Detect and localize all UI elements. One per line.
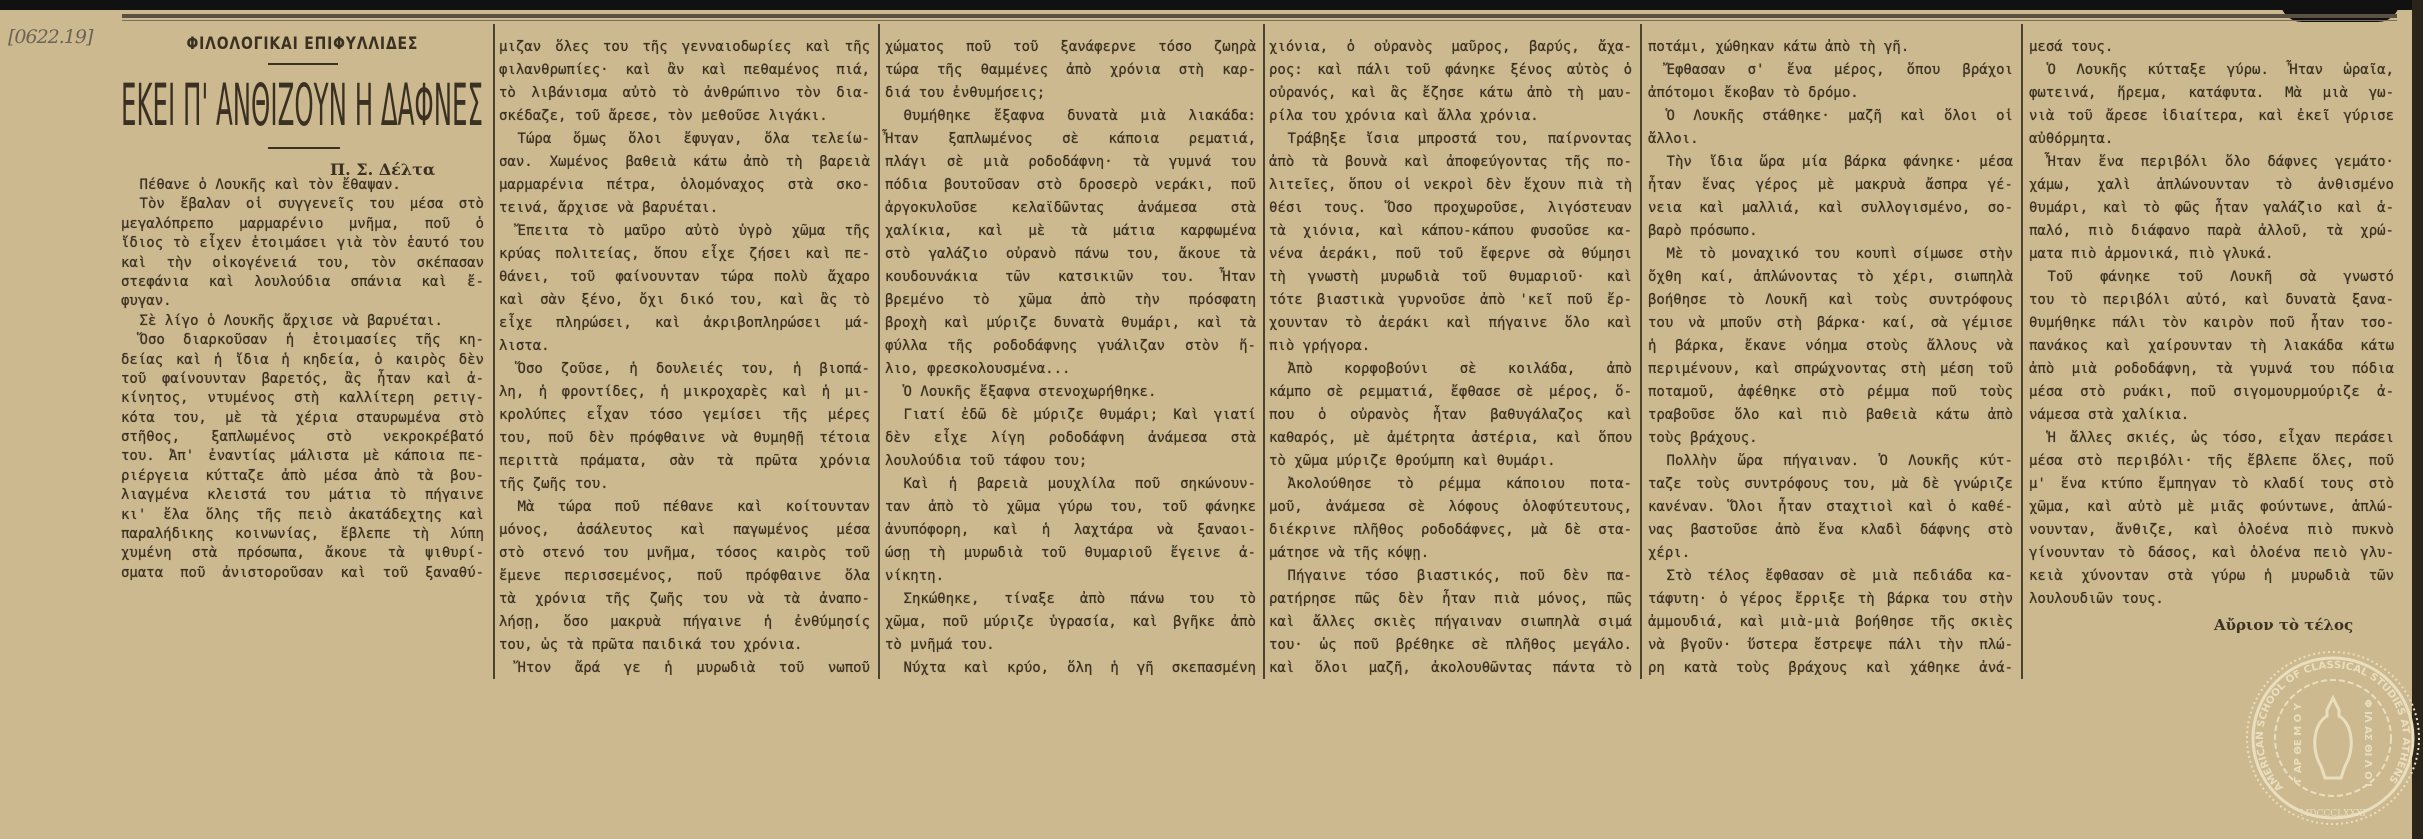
text-line: Ὅσο ζοῦσε, ἡ δουλειές του, ἡ βιοπά- <box>517 361 870 377</box>
text-line: μιζαν ὅλες του τῆς γενναιοδωρίες καὶ τῆς <box>499 39 870 55</box>
text-line: ριέργεια κύτταζε ἀπὸ μέσα ἀπὸ τὰ βου- <box>121 467 484 484</box>
paragraph <box>885 36 1257 105</box>
text-line: στὸ στενό του μνῆμα, τόσος καιρὸς τοῦ <box>499 545 870 561</box>
text-line: ἀπὸ τὰ βουνὰ καὶ ἀποφεύγοντας τῆς πο- <box>1269 154 1632 170</box>
text-line: τὸ μνῆμά του. <box>885 637 995 653</box>
paragraph <box>1648 565 2014 680</box>
text-line: στεφάνια καὶ λουλούδια σπάνια καὶ ἔ- <box>121 273 484 290</box>
text-line: περιμένουν, καὶ σπρώχνοντας στὴ μέση τοῦ <box>1648 361 2013 377</box>
article-author: Π. Σ. Δέλτα <box>330 160 436 179</box>
text-line: μεσά τους. <box>2029 39 2114 55</box>
text-line: χῶμα, ποῦ μύριζε ὑγρασία, καὶ βγῆκε ἀπὸ <box>885 614 1256 630</box>
text-line: Ὅσο διαρκοῦσαν ἡ ἑτοιμασίες τῆς κη- <box>139 332 484 349</box>
paragraph <box>1648 36 2014 59</box>
text-line: τὰ χρόνια τῆς ζωῆς του νὰ τὰ ἀναπο- <box>499 591 870 607</box>
text-line: χιόνια, ὁ οὐρανὸς μαῦρος, βαρύς, ἄχα- <box>1269 39 1632 55</box>
text-line: μαρμαρένια πέτρα, ὁλομόναχος στὰ σκο- <box>499 177 870 193</box>
text-column-2 <box>499 36 871 680</box>
text-line: Θυμήθηκε ἔξαφνα δυνατὰ μιὰ λιακάδα: <box>903 108 1256 124</box>
text-line: φιλανθρωπίες· καὶ ἂν καὶ πεθαμένος πιά, <box>499 62 870 78</box>
paragraph <box>1269 36 1633 128</box>
text-line: ἀργοκυλοῦσε κελαϊδῶντας ἀνάμεσα στὰ <box>885 200 1256 216</box>
masthead-rule <box>122 14 2397 18</box>
text-line: κότα του, μὲ τὰ χέρια σταυρωμένα στὸ <box>121 409 484 426</box>
text-line: του, ὡς τὰ πρῶτα παιδικά του χρόνια. <box>499 637 803 653</box>
text-line: νας βαστοῦσε ἀπὸ ἕνα κλαδὶ δάφνης στὸ <box>1648 522 2013 538</box>
text-line: ποταμοῦ, ἀφέθηκε στὸ ρέμμα ποῦ τοὺς <box>1648 384 2013 400</box>
text-column-3 <box>885 36 1257 680</box>
text-line: τεινά, ἄρχισε νὰ βαρυέται. <box>499 200 719 216</box>
column-divider <box>1640 24 1642 679</box>
text-line: Τράβηξε ἴσια μπροστά του, παίρνοντας <box>1287 131 1632 147</box>
column-divider <box>878 24 880 679</box>
text-line: ἀπότομοι ἔκοβαν τὸ δρόμο. <box>1648 85 1859 101</box>
text-line: πλάγι σὲ μιὰ ροδοδάφνη· τὰ γυμνά του <box>885 154 1256 170</box>
text-line: μέσα στὸ ρυάκι, ποῦ σιγομουρμούριζε ἀ- <box>2029 384 2394 400</box>
scan-top-edge <box>0 0 2423 10</box>
text-line: Ἔπειτα τὸ μαῦρο αὐτὸ ὑγρὸ χῶμα τῆς <box>517 223 870 239</box>
text-line: του τὸ περιβόλι αὐτό, καὶ δυνατὰ ξανα- <box>2029 292 2394 308</box>
text-line: πόδια βουτοῦσαν στὸ δροσερὸ νεράκι, ποῦ <box>885 177 1256 193</box>
seal-year: MDCCCLXXXI <box>2300 809 2366 819</box>
text-line: βρεμένο τὸ χῶμα ἀπὸ τὴν πρόσφατη <box>885 292 1256 308</box>
text-line: Καὶ ἡ βαρειὰ μουχλίλα ποῦ σηκώνουν- <box>903 476 1256 492</box>
paragraph <box>121 176 485 195</box>
seal-left-letters: Γ ΑΡ ΘΕ Μ Ο Υ <box>2293 703 2304 783</box>
text-line: διέκρινε πλῆθος ροδοδάφνες, μὰ δὲ στα- <box>1269 522 1632 538</box>
text-line: Τὴν ἴδια ὥρα μία βάρκα φάνηκε· μέσα <box>1666 154 2013 170</box>
text-line: κειὰ χύνονταν στὰ γύρω ἡ μυρωδιὰ τῶν <box>2029 568 2394 584</box>
text-line: φυγαν. <box>121 293 172 310</box>
paragraph <box>885 381 1257 404</box>
text-line: μοῦ, ἀνάμεσα σὲ λόφους ὁλοφύτευτους, <box>1269 499 1632 515</box>
text-line: ρος: καὶ πάλι τοῦ φάνηκε ξένος αὐτὸς ὁ <box>1269 62 1632 78</box>
paragraph <box>499 128 871 220</box>
archive-handwritten-note: [0622.19] <box>8 26 93 48</box>
text-line: χουνταν τὸ ἀεράκι καὶ πήγαινε ὅλο καὶ <box>1269 315 1632 331</box>
paragraph <box>885 588 1257 657</box>
paragraph <box>121 312 485 331</box>
text-line: τὰ χιόνια, καὶ κάπου-κάπου φυσοῦσε κα- <box>1269 223 1632 239</box>
text-line: πιὸ γρήγορα. <box>1269 338 1371 354</box>
text-line: Νύχτα καὶ κρύο, ὅλη ἡ γῆ σκεπασμένη <box>903 660 1256 676</box>
text-line: νένα ἀεράκι, ποῦ τοῦ ἔφερνε σὰ θύμησι <box>1269 246 1632 262</box>
text-line: κουδουνάκια τῶν κατσικιῶν του. Ἦταν <box>885 269 1256 285</box>
text-line: λιαγμένα κλειστά του μάτια τὸ πήγαινε <box>121 487 484 504</box>
text-line: ποτάμι, χώθηκαν κάτω ἀπὸ τὴ γῆ. <box>1648 39 1910 55</box>
title-underline <box>268 147 340 149</box>
paragraph <box>1648 105 2014 151</box>
text-line: τὸ λιβάνισμα αὐτὸ τὸ ἀνθρώπινο τὸν δια- <box>499 85 870 101</box>
seal-outer-dots <box>2247 652 2419 824</box>
text-line: ἔμενε περισσεμένος, ποῦ πρόφθαινε ὅλα <box>499 568 870 584</box>
text-line: ἴδιος τὸ εἶχεν ἑτοιμάσει γιὰ τὸν ἑαυτό του <box>121 235 484 252</box>
paragraph <box>885 657 1257 680</box>
text-line: Πολλὴν ὥρα πήγαιναν. Ὁ Λουκῆς κύτ- <box>1666 453 2013 469</box>
text-line: καὶ ὅλοι μαζῆ, ἀκολουθῶντας πάντα τὸ <box>1269 660 1632 676</box>
text-line: Ἦταν ἕνα περιβόλι ὅλο δάφνες γεμάτο· <box>2047 154 2394 170</box>
text-line: Ἦταν ξαπλωμένος σὲ κάποια ρεματιά, <box>885 131 1256 147</box>
text-line: μόνος, ἀσάλευτος καὶ παγωμένος μέσα <box>499 522 870 538</box>
text-line: Ἀκολούθησε τὸ ρέμμα κάποιου ποτα- <box>1287 476 1632 492</box>
paragraph <box>121 331 485 583</box>
text-line: φύλλα τῆς ροδοδάφνης γυάλιζαν στὸν ἥ- <box>885 338 1256 354</box>
paragraph <box>2029 427 2395 611</box>
paragraph <box>1269 565 1633 680</box>
text-line: Πέθανε ὁ Λουκῆς καὶ τὸν ἔθαψαν. <box>139 177 401 193</box>
paragraph <box>1269 128 1633 358</box>
text-line: τότε βιαστικὰ γυρνοῦσε ἀπὸ 'κεῖ ποῦ ἔρ- <box>1269 292 1632 308</box>
scan-top-edge-notch <box>2280 0 2400 22</box>
text-line: νίκητη. <box>885 568 945 584</box>
text-line: Τὸν ἔβαλαν οἱ συγγενεῖς του μέσα στὸ <box>139 196 484 213</box>
text-line: μάτησε νὰ τῆς κόψῃ. <box>1269 545 1430 561</box>
paragraph <box>2029 266 2395 427</box>
text-line: ρη κατὰ τοὺς βράχους καὶ χάθηκε ἀνά- <box>1648 660 2013 676</box>
text-line: λουλούδια τοῦ τάφου του; <box>885 453 1088 469</box>
text-line: σκέδαζε, τοῦ ἄρεσε, τὸν μεθοῦσε λιγάκι. <box>499 108 828 124</box>
text-line: καὶ τὴν οἰκογένειά του, τὸν σκέπασαν <box>121 254 484 271</box>
seal-outer-ring <box>2253 658 2413 818</box>
text-line: ἦταν ἕνας γέρος μὲ μακρυὰ ἄσπρα γέ- <box>1648 177 2013 193</box>
masthead-rule-thin <box>122 20 2397 21</box>
text-line: του· ὡς ποῦ βρέθηκε σὲ πλῆθος μεγάλο. <box>1269 637 1632 653</box>
paragraph <box>1648 59 2014 105</box>
text-line: Μὰ τώρα ποῦ πέθανε καὶ κοίτουνταν <box>517 499 870 515</box>
text-line: κάμπο σὲ ρεμματιά, ἔφθασε σὲ μέρος, ὅ- <box>1269 384 1632 400</box>
text-line: κανέναν. Ὅλοι ἦταν σταχτιοὶ καὶ ὁ καθέ- <box>1648 499 2013 515</box>
text-line: χώματος ποῦ τοῦ ξανάφερνε τόσο ζωηρὰ <box>885 39 1256 55</box>
text-line: ώσῃ τὴ μυρωδιὰ τοῦ θυμαριοῦ ἔγεινε ἀ- <box>885 545 1256 561</box>
text-line: ὄχθη καί, ἁπλώνοντας τὸ χέρι, σιωπηλὰ <box>1648 269 2013 285</box>
text-line: θάνει, τοῦ φαίνουνταν τώρα πολὺ ἄχαρο <box>499 269 870 285</box>
column-divider <box>493 24 495 679</box>
text-line: χάμω, χαλὶ ἁπλώνουνταν τὸ ἀνθισμένο <box>2029 177 2394 193</box>
paragraph <box>2029 36 2395 59</box>
text-line: στῆθος, ξαπλωμένος στὸ νεκροκρέβατό <box>121 429 484 446</box>
text-line: λιστα. <box>499 338 550 354</box>
text-line: νεια καὶ μαλλιά, καὶ συλλογισμένο, σο- <box>1648 200 2013 216</box>
text-column-6 <box>2029 36 2395 611</box>
seal-right-letters: Φ ΙΛ ΑΣ ΘΙ Λ Ο Ι <box>2362 699 2373 787</box>
text-line: βαρὸ πρόσωπο. <box>1648 223 1758 239</box>
text-line: που ὁ οὐρανὸς ἦταν βαθυγάλαζος καὶ <box>1269 407 1632 423</box>
seal-amphora-icon <box>2315 698 2352 778</box>
text-line: Στὸ τέλος ἔφθασαν σὲ μιὰ πεδιάδα κα- <box>1666 568 2013 584</box>
text-line: αὐθόρμητα. <box>2029 131 2114 147</box>
text-line: βροχὴ καὶ μύριζε δυνατὰ θυμάρι, καὶ τὰ <box>885 315 1256 331</box>
text-line: θυμήθηκε πάλι τὸν καιρὸν ποῦ ἦταν τσο- <box>2029 315 2394 331</box>
text-line: ἄλλοι. <box>1648 131 1699 147</box>
text-line: κίνητος, ντυμένος στὴ καλλίτερη ρετιγ- <box>121 390 484 407</box>
text-line: ρίλα του χρόνια καὶ ἄλλα χρόνια. <box>1269 108 1539 124</box>
text-line: τὴ γνωστὴ μυρωδιὰ τοῦ θυμαριοῦ· καὶ <box>1269 269 1632 285</box>
text-line: Ὁ Λουκῆς ἔξαφνα στενοχωρήθηκε. <box>903 384 1157 400</box>
text-line: λιτεῖες, ὅπου οἱ νεκροὶ δὲν ἔχουν πιὰ τὴ <box>1269 177 1632 193</box>
text-line: Ἀπὸ κορφοβούνι σὲ κοιλάδα, ἀπὸ <box>1287 361 1632 377</box>
text-line: Γιατί ἐδῶ δὲ μύριζε θυμάρι; Καὶ γιατί <box>903 407 1256 423</box>
text-line: ταν ἀπὸ τὸ χῶμα γύρω του, τοῦ φάνηκε <box>885 499 1256 515</box>
paragraph <box>499 657 871 680</box>
text-line: βοήθησε τὸ Λουκῆ καὶ τοὺς συντρόφους <box>1648 292 2013 308</box>
text-line: χέρι. <box>1648 545 1691 561</box>
text-line: Ὁ Λουκῆς στάθηκε· μαζῆ καὶ ὅλοι οἱ <box>1666 108 2013 124</box>
text-line: Τοῦ φάνηκε τοῦ Λουκῆ σὰ γνωστό <box>2047 269 2394 285</box>
text-line: λήσῃ, ὅσο μακρυὰ πήγαινε ἡ ἐνθύμησίς <box>499 614 870 630</box>
article-title <box>121 72 485 138</box>
text-line: χυμένη στὰ πρόσωπα, ἄκουε τὰ ψιθυρί- <box>121 545 484 562</box>
text-line: Τώρα ὅμως ὅλοι ἔφυγαν, ὅλα τελείω- <box>517 131 870 147</box>
text-line: δὲν εἶχε λίγη ροδοδάφνη ἀνάμεσα στὰ <box>885 430 1256 446</box>
text-line: λη, ἡ φροντίδες, ἡ μικροχαρὲς καὶ ἡ μι- <box>499 384 870 400</box>
text-line: νὰ βγοῦν· ὕστερα ἔστρεψε πάλι τὴν πλώ- <box>1648 637 2013 653</box>
text-line: τὸ χῶμα μύριζε θρούμπη καὶ θυμάρι. <box>1269 453 1556 469</box>
text-line: μέσα στὸ περιβόλι· τῆς ἔβλεπε ὅλες, ποῦ <box>2029 453 2394 469</box>
text-line: παλό, πιὸ διάφανο παρὰ ἀλλοῦ, τὰ χρώ- <box>2029 223 2394 239</box>
text-line: του. Ἀπ' ἐναντίας μάλιστα μὲ κάποια πε- <box>121 448 484 465</box>
text-line: τῆς ζωῆς του. <box>499 476 609 492</box>
text-line: πανάκος καὶ χαίρουνταν τὴ λιακάδα κάτω <box>2029 338 2394 354</box>
text-line: σαν. Χωμένος βαθειὰ κάτω ἀπὸ τὴ βαρειὰ <box>499 154 870 170</box>
text-line: καὶ σὰν ξένο, ὄχι δικό του, καὶ ἂς τὸ <box>499 292 870 308</box>
text-line: περιττὰ πράματα, σὰν τὰ πρῶτα χρόνια <box>499 453 870 469</box>
column-divider <box>2021 24 2023 679</box>
text-line: καθαρός, μὲ ἀμέτρητα ἀστέρια, καὶ ὅπου <box>1269 430 1632 446</box>
text-column-4 <box>1269 36 1633 680</box>
text-column-1 <box>121 176 485 583</box>
article-title-text: ΕΚΕΙ Π' ΑΝΘΙΖΟΥΝ Η ΔΑΦΝΕΣ <box>121 71 483 139</box>
text-line: του, ποῦ δὲν πρόφθαινε νὰ θυμηθῇ τέτοια <box>499 430 870 446</box>
text-line: τοῦ φαίνουνταν βαρετός, ἂς ἦταν καὶ ἀ- <box>121 370 484 387</box>
text-line: Ἔφθασαν σ' ἕνα μέρος, ὅπου βράχοι <box>1666 62 2013 78</box>
text-line: Ἤτον ἄρά γε ἡ μυρωδιὰ τοῦ νωποῦ <box>517 660 870 676</box>
text-line: καὶ ἄλλες σκιὲς πήγαιναν σιωπηλὰ σιμά <box>1269 614 1632 630</box>
paragraph <box>885 473 1257 588</box>
paragraph <box>885 404 1257 473</box>
text-line: οὐρανός, καὶ ἂς ἔζησε κάτω ἀπὸ τὴ μαυ- <box>1269 85 1632 101</box>
text-line: κι' ἔλα ὅλης τῆς πειὸ ἀκατάδεχτης καὶ <box>121 506 484 523</box>
text-line: ματα πιὸ ἁρμονικά, πιὸ γλυκά. <box>2029 246 2274 262</box>
paragraph <box>121 195 485 311</box>
text-line: ταζε τοὺς συντρόφους του, μὰ δὲ γνώριζε <box>1648 476 2013 492</box>
text-line: ἡ βάρκα, ἔκανε νόημα στοὺς ἄλλους νὰ <box>1648 338 2013 354</box>
text-line: φωτεινά, ἥρεμα, κατάφυτα. Μὰ μιὰ γω- <box>2029 85 2394 101</box>
paragraph <box>1648 450 2014 565</box>
text-line: τάφυτη· ὁ γέρος ἔρριξε τὴ βάρκα του στὴν <box>1648 591 2013 607</box>
column-divider <box>1263 24 1265 679</box>
text-line: μ' ἕνα κτύπο ἔμπηγαν τὸ κλαδί τους στὸ <box>2029 476 2394 492</box>
paragraph <box>885 105 1257 381</box>
kicker-underline <box>268 63 338 65</box>
text-line: στὸ γαλάζιο οὐρανὸ πάνω του, ἄκουε τὰ <box>885 246 1256 262</box>
text-line: Ἡ ἄλλες σκιές, ὡς τόσο, εἶχαν περάσει <box>2047 430 2394 446</box>
text-line: μεγαλόπρεπο μαρμαρένιο μνῆμα, ποῦ ὁ <box>121 215 484 232</box>
paragraph <box>499 358 871 496</box>
text-line: τώρα τῆς θαμμένες ἀπὸ χρόνια στὴ καρ- <box>885 62 1256 78</box>
text-line: δείας καὶ ἡ ἴδια ἡ κηδεία, ὁ καιρὸς δὲν <box>121 351 484 368</box>
text-line: Πήγαινε τόσο βιαστικός, ποῦ δὲν πα- <box>1287 568 1632 584</box>
seal-ring-text: AMERICAN SCHOOL OF CLASSICAL STUDIES AT ATHENS <box>2254 659 2412 793</box>
text-line: Ὁ Λουκῆς κύτταξε γύρω. Ἦταν ὡραῖα, <box>2047 62 2394 78</box>
text-line: κρολύπες εἶχαν τόσο γεμίσει τῆς μέρες <box>499 407 870 423</box>
continuation-note: Αὔριον τὸ τέλος <box>2214 616 2354 634</box>
text-line: χῶμα, καὶ αὐτὸ μὲ μιᾶς φούντωνε, ἁπλώ- <box>2029 499 2394 515</box>
text-line: παραλήδικης κοινωνίας, ἔβλεπε τὴ λύπη <box>121 526 484 543</box>
text-line: ἀμμουδιά, καὶ μιὰ-μιὰ βοήθησε τῆς σκιὲς <box>1648 614 2013 630</box>
library-seal-stamp <box>2243 648 2423 828</box>
paragraph <box>499 496 871 657</box>
section-kicker-text: ΦΙΛΟΛΟΓΙΚΑΙ ΕΠΙΦΥΛΛΙΔΕΣ <box>186 34 419 54</box>
text-line: τοὺς βράχους. <box>1648 430 1758 446</box>
paragraph <box>2029 59 2395 151</box>
text-line: χαλίκια, καὶ μὲ τὰ μάτια καρφωμένα <box>885 223 1256 239</box>
text-line: νουνταν, ἄνθιζε, καὶ ὁλοένα πιὸ πυκνὸ <box>2029 522 2394 538</box>
text-line: λουλουδιῶν τους. <box>2029 591 2164 607</box>
text-line: του νὰ μποῦν στὴ βάρκα· καί, σὰ γέμισε <box>1648 315 2013 331</box>
text-line: γίνουνταν τὸ δάσος, καὶ ὁλοένα πειὸ γλυ- <box>2029 545 2394 561</box>
text-line: σματα ποῦ ἀνιστοροῦσαν καὶ τοῦ ξαναθύ- <box>121 564 484 581</box>
text-line: Σηκώθηκε, τίναξε ἀπὸ πάνω του τὸ <box>903 591 1256 607</box>
text-line: Μὲ τὸ μοναχικό του κουπὶ σίμωσε στὴν <box>1666 246 2013 262</box>
text-line: λιο, φρεσκολουσμένα... <box>885 361 1071 377</box>
text-line: Σὲ λίγο ὁ Λουκῆς ἄρχισε νὰ βαρυέται. <box>139 312 443 329</box>
section-kicker <box>150 34 455 54</box>
paragraph <box>2029 151 2395 266</box>
text-line: ρατήρησε πῶς δὲν ἦταν πιὰ μόνος, πῶς <box>1269 591 1632 607</box>
paragraph <box>1269 358 1633 473</box>
paragraph <box>1269 473 1633 565</box>
paragraph <box>1648 151 2014 243</box>
text-line: διά του ἐνθυμήσεις; <box>885 85 1046 101</box>
text-column-5 <box>1648 36 2014 680</box>
text-line: νιὰ τοῦ ἄρεσε ἰδιαίτερα, καὶ ἐκεῖ γύρισε <box>2029 108 2394 124</box>
text-line: θέσι τους. Ὅσο προχωροῦσε, λιγόστευαν <box>1269 200 1632 216</box>
text-line: θυμάρι, καὶ τὸ φῶς ἦταν γαλάζιο καὶ ἁ- <box>2029 200 2394 216</box>
text-line: τραβοῦσε ὅλο καὶ πιὸ βαθειὰ κάτω ἀπὸ <box>1648 407 2013 423</box>
text-line: ἀνυπόφορη, καὶ ἡ λαχτάρα νὰ ξαναοι- <box>885 522 1256 538</box>
paragraph <box>1648 243 2014 450</box>
text-line: νάμεσα στὰ χαλίκια. <box>2029 407 2190 423</box>
text-line: ἀπὸ μιὰ ροδοδάφνη, τὰ γυμνά του πόδια <box>2029 361 2394 377</box>
text-line: κρύας πολιτείας, ὅπου εἶχε ζήσει καὶ πε- <box>499 246 870 262</box>
paragraph <box>499 220 871 358</box>
paragraph <box>499 36 871 128</box>
text-line: εἶχε πληρώσει, καὶ ἀκριβοπληρώσει μά- <box>499 315 870 331</box>
